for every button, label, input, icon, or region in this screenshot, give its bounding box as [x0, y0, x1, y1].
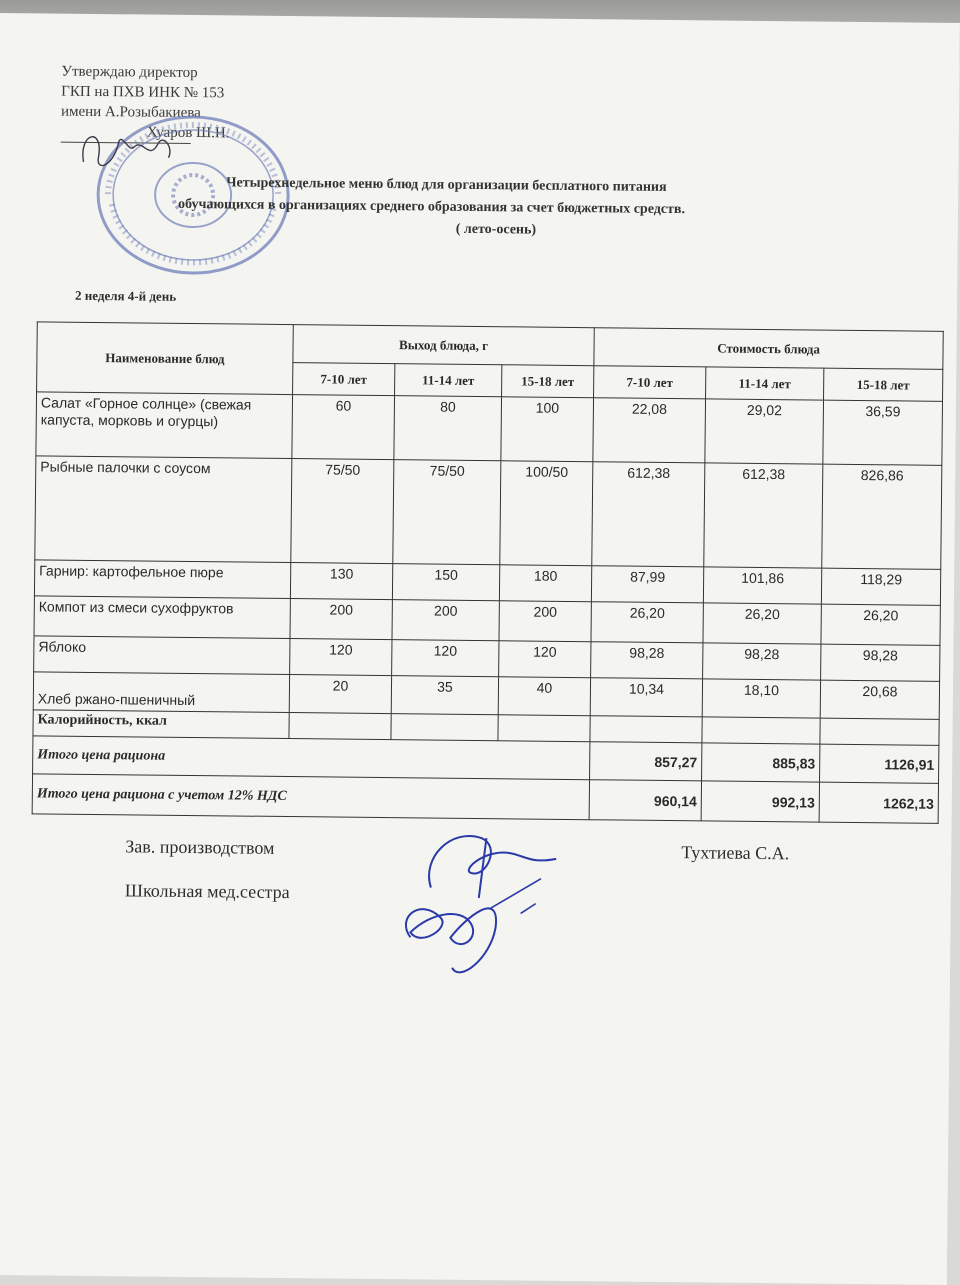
- header-age: 15-18 лет: [502, 365, 594, 398]
- header-dish-name: Наименование блюд: [37, 322, 294, 395]
- cost-cell: 20,68: [820, 680, 939, 719]
- production-head-name: Тухтиева С.А.: [681, 842, 790, 864]
- dish-name: Гарнир: картофельное пюре: [34, 560, 290, 599]
- calories-cell: [820, 718, 939, 745]
- director-signature: [73, 122, 184, 183]
- title-line-2: обучающихся в организациях среднего образования за счет бюджетных средств.: [177, 196, 686, 218]
- approval-line-2: ГКП на ПХВ ИНК № 153: [61, 83, 225, 102]
- approval-line-4: Хуаров Ш.Н.: [146, 124, 230, 142]
- table-row: [35, 456, 942, 569]
- title-line-3: ( лето-осень): [455, 221, 537, 238]
- total-cell: 857,27: [590, 742, 702, 781]
- cost-cell: 10,34: [590, 678, 702, 717]
- yield-cell: 80: [394, 396, 502, 461]
- cost-cell: 612,38: [592, 462, 705, 567]
- dish-name: Хлеб ржано-пшеничный: [33, 672, 289, 713]
- yield-cell: 35: [391, 676, 498, 715]
- cost-cell: 36,59: [823, 400, 943, 465]
- dish-name: Компот из смеси сухофруктов: [34, 596, 290, 639]
- yield-cell: 200: [290, 599, 392, 640]
- approval-line-3: имени А.Розыбакиева: [60, 103, 201, 122]
- cost-cell: 826,86: [822, 464, 942, 569]
- total-cell: 1126,91: [820, 744, 939, 783]
- cost-cell: 118,29: [821, 568, 940, 605]
- dish-name: Салат «Горное солнце» (свежая капуста, морковь и огурцы): [36, 392, 293, 459]
- title-line-1: Четырехнедельное меню блюд для организации бесплатного питания: [226, 175, 667, 195]
- yield-cell: 150: [392, 564, 499, 601]
- cost-cell: 26,20: [821, 604, 940, 645]
- dish-name: Яблоко: [34, 636, 290, 675]
- menu-table: [32, 321, 944, 823]
- table-row: [36, 392, 943, 465]
- cost-cell: 612,38: [704, 463, 823, 568]
- cost-cell: 98,28: [591, 642, 703, 679]
- cost-cell: 101,86: [703, 567, 821, 604]
- yield-cell: 120: [290, 639, 392, 676]
- total-vat-cell: 992,13: [701, 781, 819, 822]
- yield-cell: 200: [392, 600, 499, 641]
- nurse-label: Школьная мед.сестра: [124, 880, 290, 903]
- header-age: 11-14 лет: [706, 367, 824, 400]
- cost-cell: 22,08: [593, 398, 706, 463]
- yield-cell: 75/50: [291, 459, 394, 564]
- total-label: Итого цена рациона: [33, 736, 590, 780]
- cost-cell: 98,28: [703, 643, 821, 680]
- cost-cell: 18,10: [702, 679, 820, 718]
- document-page: [0, 13, 960, 1285]
- yield-cell: 20: [289, 675, 391, 714]
- yield-cell: 120: [499, 641, 591, 678]
- header-row-groups: [37, 322, 943, 369]
- header-cost-group: Стоимость блюда: [594, 328, 943, 370]
- yield-cell: 100: [501, 397, 594, 462]
- handwritten-signature: [390, 817, 572, 989]
- total-vat-label: Итого цена рациона с учетом 12% НДС: [32, 774, 589, 820]
- total-vat-cell: 960,14: [589, 780, 701, 821]
- header-age: 11-14 лет: [395, 364, 502, 397]
- total-vat-cell: 1262,13: [819, 782, 938, 823]
- yield-cell: 120: [392, 640, 499, 677]
- approval-line-1: Утверждаю директор: [61, 63, 198, 82]
- cost-cell: 26,20: [703, 603, 821, 644]
- header-yield-group: Выход блюда, г: [293, 325, 594, 366]
- cost-cell: 98,28: [821, 644, 940, 681]
- cost-cell: 29,02: [705, 399, 824, 464]
- yield-cell: 100/50: [500, 461, 593, 566]
- total-cell: 885,83: [702, 743, 820, 782]
- yield-cell: 200: [499, 601, 591, 642]
- header-age: 7-10 лет: [293, 363, 395, 396]
- yield-cell: 130: [290, 563, 392, 600]
- yield-cell: 180: [499, 565, 591, 602]
- calories-cell: [590, 716, 702, 743]
- production-head-label: Зав. производством: [125, 836, 275, 858]
- yield-cell: 40: [498, 677, 590, 716]
- dish-name: Рыбные палочки с соусом: [35, 456, 292, 563]
- total-vat-row: [32, 774, 938, 823]
- calories-cell: [702, 717, 820, 744]
- calories-cell: [498, 715, 590, 742]
- week-day-label: 2 неделя 4-й день: [74, 287, 177, 304]
- calories-cell: [391, 714, 498, 741]
- yield-cell: 75/50: [393, 460, 501, 565]
- cost-cell: 26,20: [591, 602, 703, 643]
- header-age: 15-18 лет: [824, 368, 943, 401]
- calories-label: Калорийность, ккал: [33, 710, 289, 739]
- header-age: 7-10 лет: [594, 366, 706, 399]
- calories-cell: [289, 713, 391, 740]
- cost-cell: 87,99: [591, 566, 703, 603]
- yield-cell: 60: [292, 395, 395, 460]
